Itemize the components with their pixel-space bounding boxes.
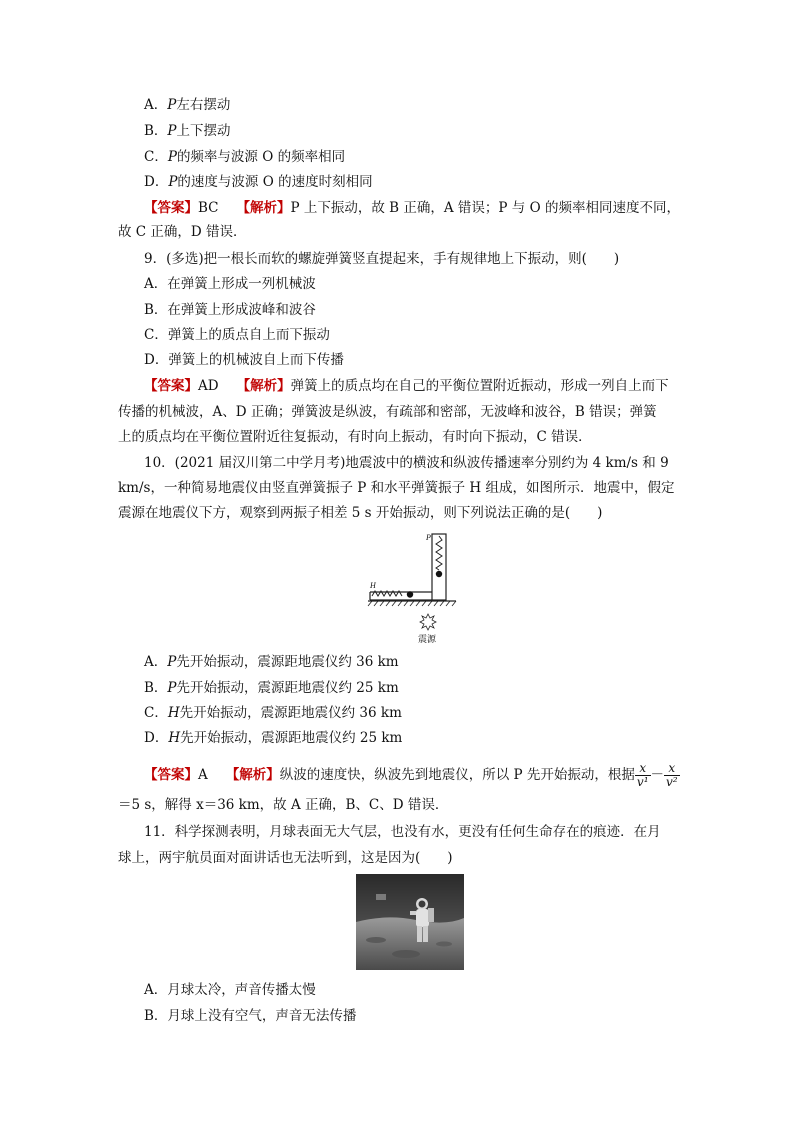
q9-analysis-text: 弹簧上的质点均在自己的平衡位置附近振动，形成一列自上而下 — [290, 378, 669, 394]
q8-option-b: B．P上下摆动 — [144, 123, 231, 139]
q9-stem: 9．(多选)把一根长而软的螺旋弹簧竖直提起来，手有规律地上下振动，则( ) — [144, 251, 620, 267]
answer-tag: 【答案】 — [144, 378, 198, 394]
q8-analysis-text: P 上下振动，故 B 正确，A 错误；P 与 O 的频率相同速度不同， — [290, 200, 680, 216]
q9-answer-line — [144, 376, 704, 396]
q10-stem-line2: km/s，一种简易地震仪由竖直弹簧振子 P 和水平弹簧振子 H 组成，如图所示．地震中，假定 — [118, 480, 675, 496]
q8-answer-line — [144, 198, 704, 218]
vertical-frame — [432, 534, 446, 600]
astronaut-image — [356, 874, 464, 970]
label-h: H — [370, 581, 376, 590]
q10-option-b: B．P先开始振动，震源距地震仪约 25 km — [144, 680, 399, 696]
q10-answer: A — [198, 767, 208, 783]
analysis-tag: 【解析】 — [225, 767, 280, 783]
horizontal-mass-h — [407, 591, 413, 597]
label-p: P — [426, 533, 431, 542]
q10-answer-line — [144, 762, 704, 789]
fraction-x-over-v1: $\frac{x}{\text{v¹}}$ — [636, 761, 649, 789]
fraction-x-over-v2: $\frac{x}{\text{v²}}$ — [666, 761, 678, 789]
seismograph-figure — [366, 528, 462, 648]
answer-tag: 【答案】 — [144, 200, 198, 216]
q10-analysis-text: 纵波的速度快，纵波先到地震仪，所以 P 先开始振动，根据 — [279, 767, 635, 783]
q8-answer: BC — [198, 200, 219, 216]
seismograph-diagram — [366, 528, 462, 648]
q9-analysis-line3: 上的质点均在平衡位置附近往复振动，有时向上振动，有时向下振动，C 错误． — [118, 429, 592, 445]
q9-analysis-line2: 传播的机械波，A、D 正确；弹簧波是纵波，有疏部和密部，无波峰和波谷，B 错误；弹簧 — [118, 404, 657, 420]
q10-option-c: C．H先开始振动，震源距地震仪约 36 km — [144, 705, 402, 721]
quake-source-icon — [420, 614, 436, 630]
q10-stem-line1: 10．(2021 届汉川第二中学月考)地震波中的横波和纵波传播速率分别约为 4 km/s 和 9 — [144, 455, 669, 471]
q8-option-d: D．P的速度与波源 O 的速度时刻相同 — [144, 174, 373, 190]
q11-option-a: A．月球太冷，声音传播太慢 — [144, 982, 316, 998]
q11-option-b: B．月球上没有空气，声音无法传播 — [144, 1008, 357, 1024]
answer-tag: 【答案】 — [144, 767, 198, 783]
q10-analysis-line2: ＝5 s，解得 x＝36 km，故 A 正确，B、C、D 错误． — [118, 797, 449, 813]
q9-option-a: A．在弹簧上形成一列机械波 — [144, 276, 316, 292]
label-source: 震源 — [418, 635, 437, 645]
q8-option-a: A．P左右摆动 — [144, 97, 231, 113]
q11-stem-line2: 球上，两宇航员面对面讲话也无法听到，这是因为( ) — [118, 850, 453, 866]
q9-option-b: B．在弹簧上形成波峰和波谷 — [144, 302, 316, 318]
q9-option-d: D．弹簧上的机械波自上而下传播 — [144, 352, 344, 368]
vertical-mass-p — [436, 571, 442, 577]
analysis-tag: 【解析】 — [236, 200, 291, 216]
q10-option-a: A．P先开始振动，震源距地震仪约 36 km — [144, 654, 399, 670]
minus-sign: － — [650, 767, 665, 783]
q9-answer: AD — [198, 378, 219, 394]
analysis-tag: 【解析】 — [236, 378, 291, 394]
q11-stem-line1: 11．科学探测表明，月球表面无大气层，也没有水，更没有任何生命存在的痕迹．在月 — [144, 824, 661, 840]
q10-stem-line3: 震源在地震仪下方，观察到两振子相差 5 s 开始振动，则下列说法正确的是( ) — [118, 505, 603, 521]
q8-option-c: C．P的频率与波源 O 的频率相同 — [144, 149, 346, 165]
q9-option-c: C．弹簧上的质点自上而下振动 — [144, 327, 330, 343]
moon-astronaut-photo — [356, 874, 464, 970]
q8-analysis-line2: 故 C 正确，D 错误． — [118, 224, 247, 240]
q10-option-d: D．H先开始振动，震源距地震仪约 25 km — [144, 730, 403, 746]
